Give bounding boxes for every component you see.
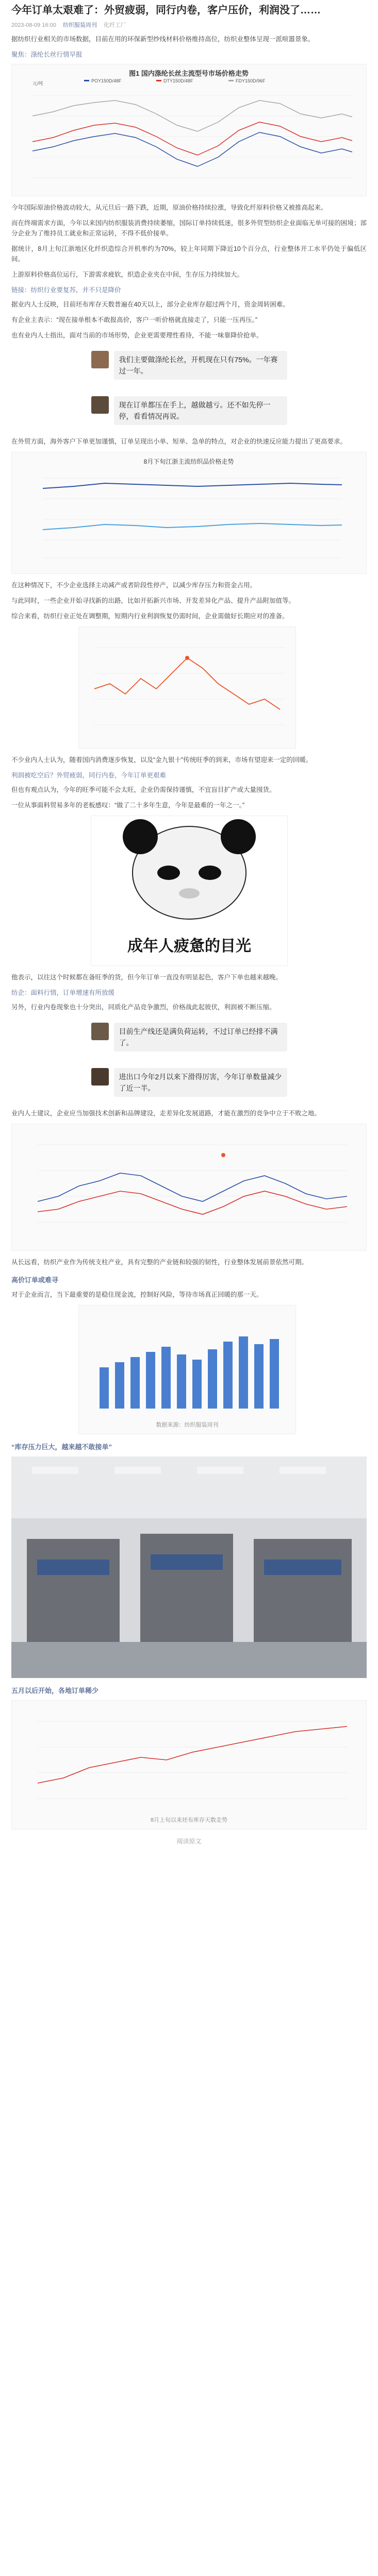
- paragraph: 从长远看，纺织产业作为传统支柱产业，具有完整的产业链和较强的韧性，行业整体发展前景依然可期。: [11, 1259, 308, 1266]
- textile-price-svg: [12, 452, 366, 571]
- series-line: [43, 483, 342, 488]
- paragraph: 而在终端需求方面，今年以来国内纺织服装消费持续萎缩，国际订单持续低迷，很多外贸型纺织企业面临无单可接的困境；部分企业为了维持员工就业和正常运转，不得不低价接单。: [11, 219, 367, 237]
- series-line: [38, 1191, 347, 1214]
- avatar: [91, 351, 109, 368]
- quote-text: 目前生产线还是满负荷运转，不过订单已经排不满了。: [114, 1023, 287, 1052]
- inventory-days-chart: [11, 1700, 367, 1829]
- meme-caption: 成年人疲惫的目光: [127, 938, 251, 955]
- inventory-svg: [12, 1124, 366, 1248]
- quote-text: 进出口今年2月以来下滑得厉害，今年订单数量减少了近一半。: [114, 1068, 287, 1097]
- inventory-chart: [11, 1124, 367, 1251]
- related-link[interactable]: 利润被吃空后？外贸疲弱，同行内卷，今年订单更艰难: [11, 772, 167, 779]
- chat-quote: [85, 391, 293, 430]
- marker: [221, 1153, 225, 1157]
- quote-text: 我们主要做涤纶长丝，开机现在只有75%。一年赛过一年。: [114, 351, 287, 380]
- paragraph: 综合来看，纺织行业正处在调整期，短期内行业利润恢复仍需时间，企业需做好长期应对的准备。: [11, 613, 289, 620]
- meme-svg: [91, 816, 287, 965]
- inventory-days-svg: [12, 1701, 366, 1814]
- textile-price-chart: [11, 452, 367, 574]
- chat-quote: [85, 1063, 293, 1102]
- meme-image: [91, 816, 288, 966]
- article-meta: [11, 21, 367, 29]
- bar-chart: [78, 1305, 296, 1434]
- peak-marker: [185, 656, 189, 660]
- intro-link[interactable]: 聚焦：涤纶长丝行情早报: [11, 51, 83, 58]
- chat-quote: [85, 1018, 293, 1057]
- related-link[interactable]: 链接：纺织行业要复苏，并不只是降价: [11, 286, 121, 294]
- legend-swatch: [156, 80, 161, 81]
- series-line: [38, 1173, 347, 1201]
- bar-svg: [79, 1306, 295, 1419]
- author-link[interactable]: 纺织服装周刊: [62, 22, 97, 28]
- chart-unit: 元/吨: [32, 81, 43, 86]
- price-trend-svg: [12, 64, 366, 193]
- section-heading: 五月以后开始，各地订单稀少: [11, 1687, 99, 1694]
- paragraph: 但也有观点认为，今年的旺季可能不会太旺，企业仍需保持谨慎，不宜盲目扩产或大量囤货。: [11, 786, 276, 793]
- paragraph: 与此同时，一些企业开始寻找新的出路，比如开拓新兴市场、开发差异化产品、提升产品附加值等。: [11, 597, 295, 604]
- series-line: [43, 523, 342, 530]
- paragraph: 今年国际原油价格波动较大，从元旦后一路下跌，近期，原油价格持续拉涨，导致化纤原料价格又被推高起来。: [11, 204, 327, 211]
- factory-photo: [11, 1456, 367, 1678]
- series-line: [38, 1726, 347, 1783]
- related-link[interactable]: 纺企：面料行情，订单增速有所放缓: [11, 989, 115, 996]
- paragraph: 据统计，8月上旬江浙地区化纤织造综合开机率约为70%，较上年同期下降近10个百分点，行业整体开工水平仍处于偏低区间。: [11, 245, 367, 263]
- paragraph: 有企业主表示：“现在接单根本不敢报高价，客户一听价格就直接走了，只能一压再压。”: [11, 316, 258, 324]
- paragraph: 不少业内人士认为，随着国内消费逐步恢复，以及“金九银十”传统旺季的到来，市场有望迎来一定的回暖。: [11, 756, 313, 764]
- avatar: [91, 1068, 109, 1086]
- legend-label: POY150D/48F: [91, 78, 122, 83]
- paragraph: 另外，行业内卷现象也十分突出，同质化产品竞争激烈，价格战此起彼伏，利润被不断压缩。: [11, 1004, 276, 1011]
- chart-title: 图1 国内涤纶长丝主流型号市场价格走势: [129, 70, 249, 77]
- paragraph: 业内人士建议，企业应当加强技术创新和品牌建设，走差异化发展道路，才能在激烈的竞争中立于不败之地。: [11, 1110, 321, 1117]
- paragraph: 据业内人士反映，目前坯布库存天数普遍在40天以上，部分企业库存超过两个月，资金周转困难。: [11, 301, 289, 308]
- article-title: 今年订单太艰难了：外贸疲弱，同行内卷，客户压价，利润没了……: [11, 5, 321, 16]
- legend-swatch: [84, 80, 89, 81]
- small-line-svg: [79, 627, 295, 745]
- avatar: [91, 396, 109, 414]
- chart-title: 8月下旬江浙主流纺织品价格走势: [143, 458, 234, 465]
- paragraph: 在外贸方面，海外客户下单更加谨慎，订单呈现出小单、短单、急单的特点，对企业的快速反应能力提出了更高要求。: [11, 438, 347, 445]
- paragraph: 一位从事面料贸易多年的老板感叹：“做了二十多年生意，今年是最难的一年之一。”: [11, 802, 245, 809]
- series-line: [32, 122, 352, 155]
- chart-caption: 8月上旬以来坯布库存天数走势: [150, 1817, 228, 1823]
- paragraph: 据纺织行业相关的市场数据，目前在用的环保新型纱线材料价格维持高位，纺织业整体呈现一派喧嚣景象。: [11, 36, 315, 43]
- legend-label: DTY150D/48F: [163, 78, 193, 83]
- paragraph: 他表示，以往这个时候都在备旺季的货，但今年订单一直没有明显起色，客户下单也越来越晚。: [11, 974, 283, 981]
- legend-swatch: [228, 80, 234, 81]
- paragraph: 在这种情况下，不少企业选择主动减产或者阶段性停产，以减少库存压力和资金占用。: [11, 582, 257, 589]
- chart-caption: 数据来源：纺织服装周刊: [156, 1422, 219, 1428]
- paragraph: 对于企业而言，当下最重要的是稳住现金流，控制好风险，等待市场真正回暖的那一天。: [11, 1291, 263, 1298]
- small-line-chart: [78, 626, 296, 749]
- series-line: [94, 658, 280, 709]
- chat-quote: [85, 346, 293, 385]
- article-page: [0, 3, 378, 1845]
- legend-label: FDY150D/96F: [236, 78, 266, 83]
- paragraph: 上游原料价格高位运行，下游需求疲软，织造企业夹在中间，生存压力持续加大。: [11, 271, 244, 278]
- source-label: 化纤工厂: [103, 22, 126, 28]
- quote-text: 现在订单都压在手上，越做越亏。还不如先停一停，看看情况再说。: [114, 396, 287, 425]
- read-original-link[interactable]: 阅读原文: [176, 1838, 202, 1845]
- paragraph: 也有业内人士指出，面对当前的市场形势，企业更需要理性看待，不能一味靠降价抢单。: [11, 332, 263, 339]
- factory-svg: [11, 1456, 367, 1678]
- publish-date: 2023-08-09 16:00: [11, 22, 56, 28]
- price-trend-chart: [11, 64, 367, 196]
- section-heading: “库存压力巨大，越来越不敢接单”: [11, 1443, 112, 1451]
- avatar: [91, 1023, 109, 1040]
- section-heading: 高价订单或难寻: [11, 1276, 59, 1284]
